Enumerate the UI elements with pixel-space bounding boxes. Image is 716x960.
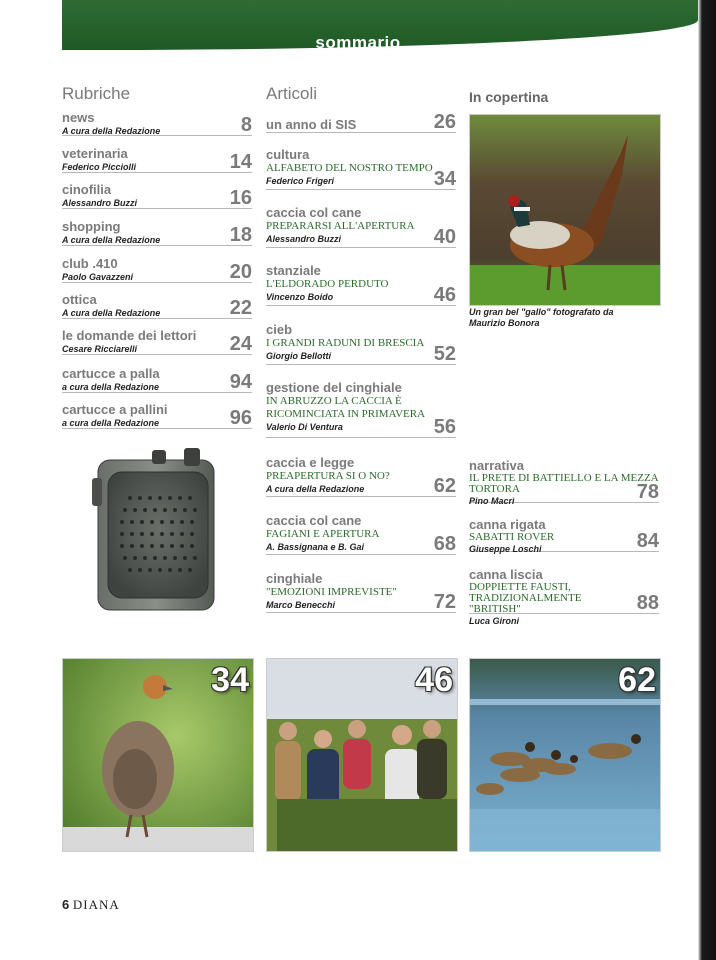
entry-page: 88 xyxy=(636,592,659,614)
entry-author: Cesare Ricciarelli xyxy=(62,344,138,354)
entry-author: A cura della Redazione xyxy=(62,308,161,318)
entry-page: 94 xyxy=(229,371,252,393)
entry-author: A cura della Redazione xyxy=(62,235,161,245)
entry-category: cinofilia xyxy=(62,182,112,197)
page-title: sommario xyxy=(315,33,401,52)
entry-page: 52 xyxy=(433,343,456,365)
entry-title: ALFABETO DEL NOSTRO TEMPO xyxy=(266,162,433,174)
page-edge xyxy=(698,0,716,960)
entry-author: A cura della Redazione xyxy=(62,126,161,136)
article-entry[interactable] xyxy=(266,323,456,365)
entry-category: club .410 xyxy=(62,256,118,271)
entry-author: A cura della Redazione xyxy=(266,484,365,494)
entry-author: Marco Benecchi xyxy=(266,600,336,610)
entry-category: cinghiale xyxy=(266,571,323,586)
entry-category: news xyxy=(62,110,95,125)
entry-title: PREPARARSI ALL'APERTURA xyxy=(266,220,415,232)
footer-page-number: 6 xyxy=(62,897,70,912)
cover-pheasant-photo[interactable] xyxy=(469,114,661,306)
entry-page: 16 xyxy=(229,187,252,209)
entry-author: Paolo Gavazzeni xyxy=(62,272,134,282)
electronic-caller-image xyxy=(90,448,222,614)
entry-page: 96 xyxy=(229,407,252,429)
entry-author: a cura della Redazione xyxy=(62,382,160,392)
cover-caption: Un gran bel "gallo" fotografato da Maurizio Bonora xyxy=(469,307,614,328)
rubrica-entry[interactable] xyxy=(62,403,252,429)
entry-author: Luca Gironi xyxy=(469,616,520,626)
entry-author: Pino Macrì xyxy=(469,496,515,506)
entry-category: narrativa xyxy=(469,458,524,473)
entry-category: cultura xyxy=(266,147,310,162)
entry-page: 26 xyxy=(433,111,456,133)
thumb-ducks[interactable] xyxy=(469,658,661,852)
entry-title: DOPPIETTE FAUSTI, TRADIZIONALMENTE "BRITISH" xyxy=(469,581,582,615)
entry-page: 62 xyxy=(433,475,456,497)
entry-category: caccia e legge xyxy=(266,455,355,470)
entry-page: 68 xyxy=(433,533,456,555)
footer-magazine-name: DIANA xyxy=(72,897,120,912)
entry-category: canna rigata xyxy=(469,517,546,532)
rubrica-entry[interactable] xyxy=(62,293,252,319)
section-copertina: In copertina xyxy=(469,89,549,105)
thumb-hunters[interactable] xyxy=(266,658,458,852)
entry-author: Giorgio Bellotti xyxy=(266,351,331,361)
entry-author: A. Bassignana e B. Gai xyxy=(266,542,365,552)
entry-author: Alessandro Buzzi xyxy=(62,198,138,208)
entry-category: ottica xyxy=(62,292,97,307)
entry-category: gestione del cinghiale xyxy=(266,380,402,395)
entry-author: Valerio Di Ventura xyxy=(266,422,343,432)
thumb-page-number: 62 xyxy=(618,661,656,699)
entry-category: cieb xyxy=(266,322,293,337)
article-entry[interactable] xyxy=(266,381,456,438)
entry-category: un anno di SIS xyxy=(266,117,357,132)
entry-title: "EMOZIONI IMPREVISTE" xyxy=(266,586,397,598)
entry-category: caccia col cane xyxy=(266,205,362,220)
entry-category: shopping xyxy=(62,219,121,234)
entry-page: 34 xyxy=(433,168,456,190)
entry-page: 56 xyxy=(433,416,456,438)
entry-page: 84 xyxy=(636,530,659,552)
article-entry[interactable] xyxy=(266,572,456,613)
thumb-page-number: 34 xyxy=(211,661,249,699)
entry-page: 8 xyxy=(240,114,252,136)
rubrica-entry[interactable] xyxy=(62,329,252,355)
entry-title: FAGIANI E APERTURA xyxy=(266,528,380,540)
thumb-partridge[interactable] xyxy=(62,658,254,852)
entry-page: 14 xyxy=(229,151,252,173)
entry-page: 22 xyxy=(229,297,252,319)
entry-author: Alessandro Buzzi xyxy=(266,234,342,244)
rubrica-entry[interactable] xyxy=(62,111,252,136)
article-entry[interactable] xyxy=(266,112,456,133)
entry-page: 40 xyxy=(433,226,456,248)
entry-category: caccia col cane xyxy=(266,513,362,528)
entry-category: cartucce a palla xyxy=(62,366,160,381)
entry-page: 46 xyxy=(433,284,456,306)
entry-page: 24 xyxy=(229,333,252,355)
entry-author: Federico Frigeri xyxy=(266,176,335,186)
entry-page: 18 xyxy=(229,224,252,246)
entry-category: canna liscia xyxy=(469,567,543,582)
thumb-page-number: 46 xyxy=(415,661,453,699)
section-rubriche: Rubriche xyxy=(62,84,131,103)
entry-title: PREAPERTURA SI O NO? xyxy=(266,470,390,482)
rubrica-entry[interactable] xyxy=(62,147,252,173)
section-articoli: Articoli xyxy=(266,84,318,103)
rubrica-entry[interactable] xyxy=(62,183,252,209)
article-entry[interactable] xyxy=(266,206,456,248)
entry-author: Federico Picciolli xyxy=(62,162,137,172)
page-footer xyxy=(62,897,120,913)
entry-title: SABATTI ROVER xyxy=(469,531,555,543)
entry-title: IL PRETE DI BATTIELLO E LA MEZZA TORTORA xyxy=(469,472,659,495)
entry-category: le domande dei lettori xyxy=(62,328,197,343)
entry-title: L'ELDORADO PERDUTO xyxy=(266,278,389,290)
article-entry[interactable] xyxy=(266,456,456,497)
entry-category: stanziale xyxy=(266,263,321,278)
entry-category: cartucce a pallini xyxy=(62,402,168,417)
rubrica-entry[interactable] xyxy=(62,257,252,283)
entry-author: Vincenzo Boido xyxy=(266,292,334,302)
article-entry[interactable] xyxy=(469,518,659,552)
article-entry[interactable] xyxy=(469,458,659,506)
article-entry[interactable] xyxy=(266,264,456,306)
article-entry[interactable] xyxy=(266,514,456,555)
entry-page: 78 xyxy=(636,481,659,503)
article-entry[interactable] xyxy=(469,567,659,626)
rubrica-entry[interactable] xyxy=(62,367,252,393)
entry-author: a cura della Redazione xyxy=(62,418,160,428)
article-entry[interactable] xyxy=(266,148,456,190)
entry-page: 20 xyxy=(229,261,252,283)
rubrica-entry[interactable] xyxy=(62,220,252,246)
entry-title: IN ABRUZZO LA CACCIA È RICOMINCIATA IN PRIMAVERA xyxy=(266,395,426,420)
entry-title: I GRANDI RADUNI DI BRESCIA xyxy=(266,337,425,349)
entry-author: Giuseppe Loschi xyxy=(469,544,542,554)
entry-category: veterinaria xyxy=(62,146,128,161)
entry-page: 72 xyxy=(433,591,456,613)
